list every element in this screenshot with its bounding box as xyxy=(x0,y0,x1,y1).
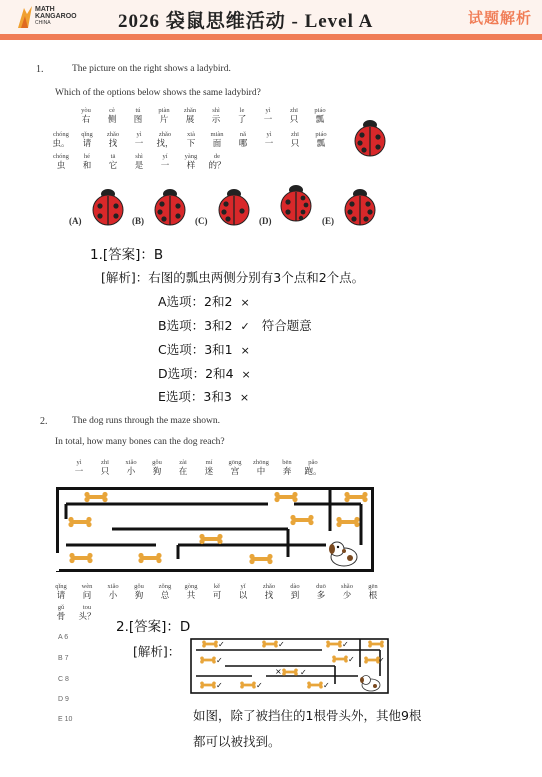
page-header xyxy=(0,0,542,34)
svg-text:✓: ✓ xyxy=(218,640,225,649)
hanzi-text: 了 xyxy=(237,115,247,125)
pinyin-text: miàn xyxy=(210,131,224,138)
hanzi-text: 头？ xyxy=(78,612,96,622)
q2-analysis: [解析]： xyxy=(133,644,181,659)
pinyin-syllable xyxy=(178,131,204,149)
pinyin-text: yì xyxy=(265,107,271,114)
hanzi-text: 一 xyxy=(264,139,274,149)
svg-text:✓: ✓ xyxy=(342,640,349,649)
q1-answer: 1.[答案]：B xyxy=(90,247,164,263)
q1-option-line-e: E选项：3和3 × xyxy=(158,389,250,404)
pinyin-syllable xyxy=(248,459,274,477)
pinyin-text: gòng xyxy=(184,583,198,590)
pinyin-syllable xyxy=(152,153,178,171)
pinyin-text: gǒu xyxy=(152,459,162,466)
pinyin-text: hé xyxy=(83,153,91,160)
pinyin-syllable xyxy=(360,583,386,601)
q1-pinyin-line2 xyxy=(48,131,334,149)
pinyin-text: gēn xyxy=(368,583,378,590)
hanzi-text: 共 xyxy=(186,591,196,601)
pinyin-text: de xyxy=(213,153,221,160)
option-d-label: (D) xyxy=(259,216,272,226)
hanzi-text: 下 xyxy=(186,139,196,149)
hanzi-text: 的？ xyxy=(208,161,226,171)
q2-text-line2: In total, how many bones can the dog reach? xyxy=(55,437,225,447)
q2-answer: 2.[答案]：D xyxy=(116,619,191,635)
pinyin-text: dào xyxy=(290,583,300,590)
annotated-maze-diagram xyxy=(190,638,390,696)
hanzi-text: 面 xyxy=(212,139,222,149)
pinyin-text: xià xyxy=(187,131,195,138)
hanzi-text: 只 xyxy=(100,467,110,477)
pinyin-text: yì xyxy=(266,131,272,138)
hanzi-text: 和 xyxy=(82,161,92,171)
pinyin-text: qǐng xyxy=(55,583,67,590)
pinyin-text: yí xyxy=(162,153,168,160)
pinyin-syllable xyxy=(222,459,248,477)
hanzi-text: 可 xyxy=(212,591,222,601)
page-title: 2026 袋鼠思维活动 - Level A xyxy=(118,11,374,32)
hanzi-text: 找 xyxy=(108,139,118,149)
q1-option-line-d: D选项：2和4 × xyxy=(158,366,251,381)
hanzi-text: 是 xyxy=(134,161,144,171)
hanzi-text: 样 xyxy=(186,161,196,171)
q1-analysis: [解析]：右图的瓢虫两侧分别有3个点和2个点。 xyxy=(101,270,365,285)
pinyin-text: zhǎn xyxy=(183,107,197,114)
pinyin-syllable xyxy=(256,131,282,149)
svg-text:✓: ✓ xyxy=(216,656,223,665)
option-e-label: (E) xyxy=(322,216,334,226)
pinyin-text: piáo xyxy=(314,107,326,114)
hanzi-text: 少 xyxy=(342,591,352,601)
pinyin-text: nǎ xyxy=(239,131,247,138)
q2-text-line1: The dog runs through the maze shown. xyxy=(72,416,221,426)
pinyin-syllable xyxy=(170,459,196,477)
q2-pinyin-line2 xyxy=(48,583,386,601)
pinyin-syllable xyxy=(74,604,100,622)
hanzi-text: 一 xyxy=(263,115,273,125)
svg-text:✓: ✓ xyxy=(300,668,307,677)
hanzi-text: 一 xyxy=(160,161,170,171)
pinyin-syllable xyxy=(255,107,281,125)
pinyin-text: wèn xyxy=(81,583,93,590)
hanzi-text: 哪 xyxy=(238,139,248,149)
pinyin-syllable xyxy=(100,131,126,149)
pinyin-syllable xyxy=(282,583,308,601)
pinyin-syllable xyxy=(73,107,99,125)
pinyin-text: gǔ xyxy=(57,604,65,611)
hanzi-text: 根 xyxy=(368,591,378,601)
dog-icon xyxy=(329,542,357,566)
hanzi-text: 找， xyxy=(156,139,174,149)
pinyin-text: yì xyxy=(136,131,142,138)
q1-text-line1: The picture on the right shows a ladybird. xyxy=(72,64,231,74)
pinyin-text: zhī xyxy=(290,107,298,114)
pinyin-text: zhǎo xyxy=(262,583,276,590)
pinyin-text: shǎo xyxy=(341,583,353,590)
svg-text:✓: ✓ xyxy=(256,681,263,690)
pinyin-syllable xyxy=(334,583,360,601)
pinyin-syllable xyxy=(151,107,177,125)
q2-choice-a[interactable]: A 6 xyxy=(58,634,69,641)
q1-option-line-c: C选项：3和1 × xyxy=(158,342,250,357)
hanzi-text: 一 xyxy=(74,467,84,477)
pinyin-syllable xyxy=(307,107,333,125)
pinyin-text: chóng xyxy=(53,153,69,160)
pinyin-text: zhǎo xyxy=(106,131,120,138)
hanzi-text: 虫。 xyxy=(52,139,70,149)
q1-option-line-a: A选项：2和2 × xyxy=(158,294,250,309)
q2-choice-e[interactable]: E 10 xyxy=(58,716,73,723)
pinyin-syllable xyxy=(100,153,126,171)
pinyin-syllable xyxy=(126,153,152,171)
pinyin-text: piáo xyxy=(315,131,327,138)
pinyin-text: yǐ xyxy=(240,583,246,590)
hanzi-text: 它 xyxy=(108,161,118,171)
pinyin-text: zhī xyxy=(101,459,109,466)
pinyin-syllable xyxy=(300,459,326,477)
pinyin-syllable xyxy=(204,583,230,601)
hanzi-text: 请 xyxy=(56,591,66,601)
hanzi-text: 片 xyxy=(159,115,169,125)
hanzi-text: 展 xyxy=(185,115,195,125)
pinyin-syllable xyxy=(144,459,170,477)
hanzi-text: 骨 xyxy=(56,612,66,622)
hanzi-text: 小 xyxy=(108,591,118,601)
pinyin-syllable xyxy=(230,583,256,601)
pinyin-syllable xyxy=(178,153,204,171)
hanzi-text: 狗 xyxy=(134,591,144,601)
pinyin-syllable xyxy=(204,153,230,171)
hanzi-text: 以 xyxy=(238,591,248,601)
hanzi-text: 右 xyxy=(81,115,91,125)
svg-text:✓: ✓ xyxy=(278,640,285,649)
header-tag: 试题解析 xyxy=(467,9,532,27)
q1-pinyin-line3 xyxy=(48,153,230,171)
option-d-ladybird-icon[interactable] xyxy=(278,183,314,223)
pinyin-syllable xyxy=(229,107,255,125)
pinyin-text: cè xyxy=(109,107,115,114)
pinyin-text: zhǎo xyxy=(158,131,172,138)
q2-choice-c[interactable]: C 8 xyxy=(58,676,69,683)
svg-text:✓: ✓ xyxy=(216,681,223,690)
option-c-label: (C) xyxy=(195,216,208,226)
pinyin-text: zhōng xyxy=(253,459,269,466)
pinyin-syllable xyxy=(74,153,100,171)
pinyin-text: yì xyxy=(76,459,82,466)
q1-number: 1. xyxy=(36,64,44,75)
pinyin-text: piàn xyxy=(158,107,170,114)
header-stripe xyxy=(0,34,542,40)
pinyin-syllable xyxy=(178,583,204,601)
hanzi-text: 图 xyxy=(133,115,143,125)
pinyin-text: xiǎo xyxy=(125,459,137,466)
pinyin-text: zhī xyxy=(291,131,299,138)
q2-explanation-line2: 都可以被找到。 xyxy=(193,734,281,749)
hanzi-text: 宫 xyxy=(230,467,240,477)
hanzi-text: 瓢 xyxy=(315,115,325,125)
pinyin-text: qǐng xyxy=(81,131,93,138)
svg-text:✓: ✓ xyxy=(323,681,330,690)
small-dog-icon xyxy=(360,676,380,692)
hanzi-text: 瓢 xyxy=(316,139,326,149)
pinyin-syllable xyxy=(196,459,222,477)
pinyin-syllable xyxy=(308,583,334,601)
pinyin-text: chóng xyxy=(53,131,69,138)
q2-choice-d[interactable]: D 9 xyxy=(58,696,69,703)
logo-text: MATH KANGAROO CHINA xyxy=(35,6,77,26)
reference-ladybird-icon xyxy=(352,118,388,158)
hanzi-text: 狗 xyxy=(152,467,162,477)
pinyin-syllable xyxy=(152,131,178,149)
pinyin-text: mí xyxy=(205,459,213,466)
pinyin-syllable xyxy=(308,131,334,149)
hanzi-text: 找 xyxy=(264,591,274,601)
pinyin-text: le xyxy=(239,107,245,114)
pinyin-text: gōng xyxy=(228,459,242,466)
pinyin-syllable xyxy=(48,604,74,622)
pinyin-syllable xyxy=(203,107,229,125)
q2-explanation-line1: 如图，除了被挡住的1根骨头外，其他9根 xyxy=(193,708,422,723)
pinyin-syllable xyxy=(230,131,256,149)
hanzi-text: 只 xyxy=(290,139,300,149)
option-c-ladybird-icon[interactable] xyxy=(216,187,252,227)
pinyin-text: kě xyxy=(213,583,221,590)
pinyin-syllable xyxy=(92,459,118,477)
pinyin-syllable xyxy=(126,583,152,601)
hanzi-text: 跑。 xyxy=(304,467,322,477)
pinyin-syllable xyxy=(125,107,151,125)
pinyin-text: xiǎo xyxy=(107,583,119,590)
hanzi-text: 示 xyxy=(211,115,221,125)
hanzi-text: 小 xyxy=(126,467,136,477)
q1-option-line-b: B选项：3和2 ✓ 符合题意 xyxy=(158,318,312,333)
pinyin-syllable xyxy=(152,583,178,601)
kangaroo-logo-icon xyxy=(18,6,32,28)
option-b-label: (B) xyxy=(132,216,144,226)
hanzi-text: 在 xyxy=(178,467,188,477)
hanzi-text: 迷 xyxy=(204,467,214,477)
pinyin-syllable xyxy=(48,131,74,149)
pinyin-syllable xyxy=(100,583,126,601)
q2-choice-b[interactable]: B 7 xyxy=(58,655,69,662)
pinyin-syllable xyxy=(74,583,100,601)
hanzi-text: 只 xyxy=(289,115,299,125)
option-a-label: (A) xyxy=(69,216,82,226)
pinyin-text: duō xyxy=(316,583,326,590)
hanzi-text: 一 xyxy=(134,139,144,149)
maze-diagram xyxy=(56,487,374,573)
pinyin-syllable xyxy=(118,459,144,477)
pinyin-syllable xyxy=(99,107,125,125)
hanzi-text: 问 xyxy=(82,591,92,601)
pinyin-syllable xyxy=(66,459,92,477)
pinyin-syllable xyxy=(281,107,307,125)
pinyin-syllable xyxy=(204,131,230,149)
pinyin-text: zǒng xyxy=(158,583,172,590)
q1-text-line2: Which of the options below shows the same ladybird? xyxy=(55,88,261,98)
pinyin-text: yòu xyxy=(81,107,91,114)
option-e-ladybird-icon[interactable] xyxy=(342,187,378,227)
pinyin-syllable xyxy=(177,107,203,125)
svg-text:✓: ✓ xyxy=(348,655,355,664)
pinyin-text: tā xyxy=(110,153,116,160)
hanzi-text: 侧 xyxy=(107,115,117,125)
pinyin-text: tú xyxy=(135,107,141,114)
q1-pinyin-line1 xyxy=(73,107,333,125)
pinyin-syllable xyxy=(256,583,282,601)
hanzi-text: 奔 xyxy=(282,467,292,477)
hanzi-text: 总 xyxy=(160,591,170,601)
hanzi-text: 到 xyxy=(290,591,300,601)
math-kangaroo-logo xyxy=(18,5,98,29)
pinyin-text: yàng xyxy=(184,153,198,160)
option-b-ladybird-icon[interactable] xyxy=(152,187,188,227)
pinyin-syllable xyxy=(48,153,74,171)
pinyin-syllable xyxy=(74,131,100,149)
pinyin-text: pǎo xyxy=(308,459,318,466)
pinyin-text: bēn xyxy=(282,459,292,466)
svg-text:×: × xyxy=(275,667,282,676)
pinyin-syllable xyxy=(126,131,152,149)
q2-number: 2. xyxy=(40,416,48,427)
pinyin-text: shì xyxy=(212,107,220,114)
pinyin-text: tou xyxy=(82,604,92,611)
pinyin-text: gǒu xyxy=(134,583,144,590)
pinyin-syllable xyxy=(282,131,308,149)
pinyin-text: shì xyxy=(135,153,143,160)
hanzi-text: 多 xyxy=(316,591,326,601)
hanzi-text: 虫 xyxy=(56,161,66,171)
pinyin-text: zài xyxy=(179,459,187,466)
pinyin-syllable xyxy=(274,459,300,477)
q2-pinyin-line3 xyxy=(48,604,100,622)
hanzi-text: 中 xyxy=(256,467,266,477)
option-a-ladybird-icon[interactable] xyxy=(90,187,126,227)
svg-text:✓: ✓ xyxy=(378,656,385,665)
hanzi-text: 请 xyxy=(82,139,92,149)
pinyin-syllable xyxy=(48,583,74,601)
q2-pinyin-line1 xyxy=(66,459,326,477)
